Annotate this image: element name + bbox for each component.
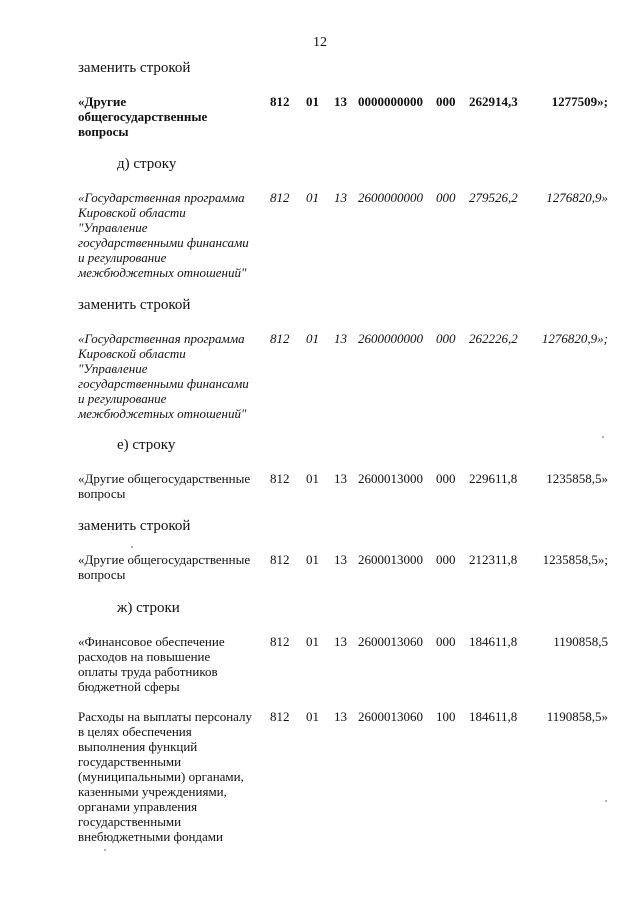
col-sum-1: 184611,8 [469,709,518,724]
col-sum-2: 1277509»; [551,94,608,109]
section-heading: ж) строки [117,600,180,616]
col-razdel: 01 [306,331,319,346]
col-razdel: 01 [306,190,319,205]
col-podrazdel: 13 [334,709,347,724]
col-razdel: 01 [306,471,319,486]
col-grbs: 812 [270,471,290,486]
page-number: 12 [313,35,327,50]
col-target-article: 2600013060 [358,709,423,724]
col-podrazdel: 13 [334,552,347,567]
section-heading: е) строку [117,437,176,453]
col-razdel: 01 [306,94,319,109]
budget-row [78,709,608,869]
col-grbs: 812 [270,552,290,567]
col-target-article: 2600000000 [358,190,423,205]
col-expense-type: 000 [436,331,456,346]
col-razdel: 01 [306,552,319,567]
section-heading: заменить строкой [78,60,191,76]
col-expense-type: 000 [436,634,456,649]
col-target-article: 2600013060 [358,634,423,649]
col-grbs: 812 [270,709,290,724]
col-sum-2: 1235858,5» [546,471,608,486]
row-name: «Другие общегосударственные вопросы [78,552,251,582]
section-heading: д) строку [117,156,177,172]
row-name: «Государственная программа Кировской области "Управление государственными финансами и регулирование межбюджетных отношений" [78,331,249,421]
col-razdel: 01 [306,634,319,649]
col-sum-1: 212311,8 [469,552,518,567]
col-sum-1: 229611,8 [469,471,518,486]
budget-row [78,190,608,350]
col-podrazdel: 13 [334,331,347,346]
col-sum-1: 262914,3 [469,94,518,109]
row-name: «Государственная программа Кировской области "Управление государственными финансами и регулирование межбюджетных отношений" [78,190,249,280]
scan-speck [104,849,106,851]
col-sum-2: 1276820,9»; [541,331,608,346]
scan-speck [602,436,604,438]
col-sum-1: 262226,2 [469,331,518,346]
col-expense-type: 000 [436,552,456,567]
row-name: «Финансовое обеспечение расходов на повышение оплаты труда работников бюджетной сферы [78,634,225,694]
col-podrazdel: 13 [334,190,347,205]
col-expense-type: 000 [436,190,456,205]
col-sum-1: 279526,2 [469,190,518,205]
col-grbs: 812 [270,331,290,346]
row-name: «Другие общегосударственные вопросы [78,471,251,501]
col-sum-2: 1190858,5 [553,634,608,649]
col-podrazdel: 13 [334,471,347,486]
col-podrazdel: 13 [334,94,347,109]
scan-speck [131,546,133,548]
row-name: Расходы на выплаты персоналу в целях обеспечения выполнения функций государственными (муниципальными) органами, казенными учреждениями, органами управления государственными внебюджетными фондами [78,709,253,844]
section-heading: заменить строкой [78,518,191,534]
col-sum-2: 1190858,5» [546,709,608,724]
col-sum-2: 1276820,9» [546,190,608,205]
budget-row [78,331,608,491]
col-podrazdel: 13 [334,634,347,649]
col-target-article: 0000000000 [358,94,423,109]
scan-speck [605,800,607,802]
col-grbs: 812 [270,94,290,109]
col-razdel: 01 [306,709,319,724]
col-grbs: 812 [270,190,290,205]
row-name: «Другие общегосударственные вопросы [78,94,208,139]
col-grbs: 812 [270,634,290,649]
col-target-article: 2600000000 [358,331,423,346]
col-expense-type: 100 [436,709,456,724]
col-sum-2: 1235858,5»; [542,552,608,567]
section-heading: заменить строкой [78,297,191,313]
col-target-article: 2600013000 [358,471,423,486]
col-expense-type: 000 [436,471,456,486]
col-target-article: 2600013000 [358,552,423,567]
col-sum-1: 184611,8 [469,634,518,649]
col-expense-type: 000 [436,94,456,109]
